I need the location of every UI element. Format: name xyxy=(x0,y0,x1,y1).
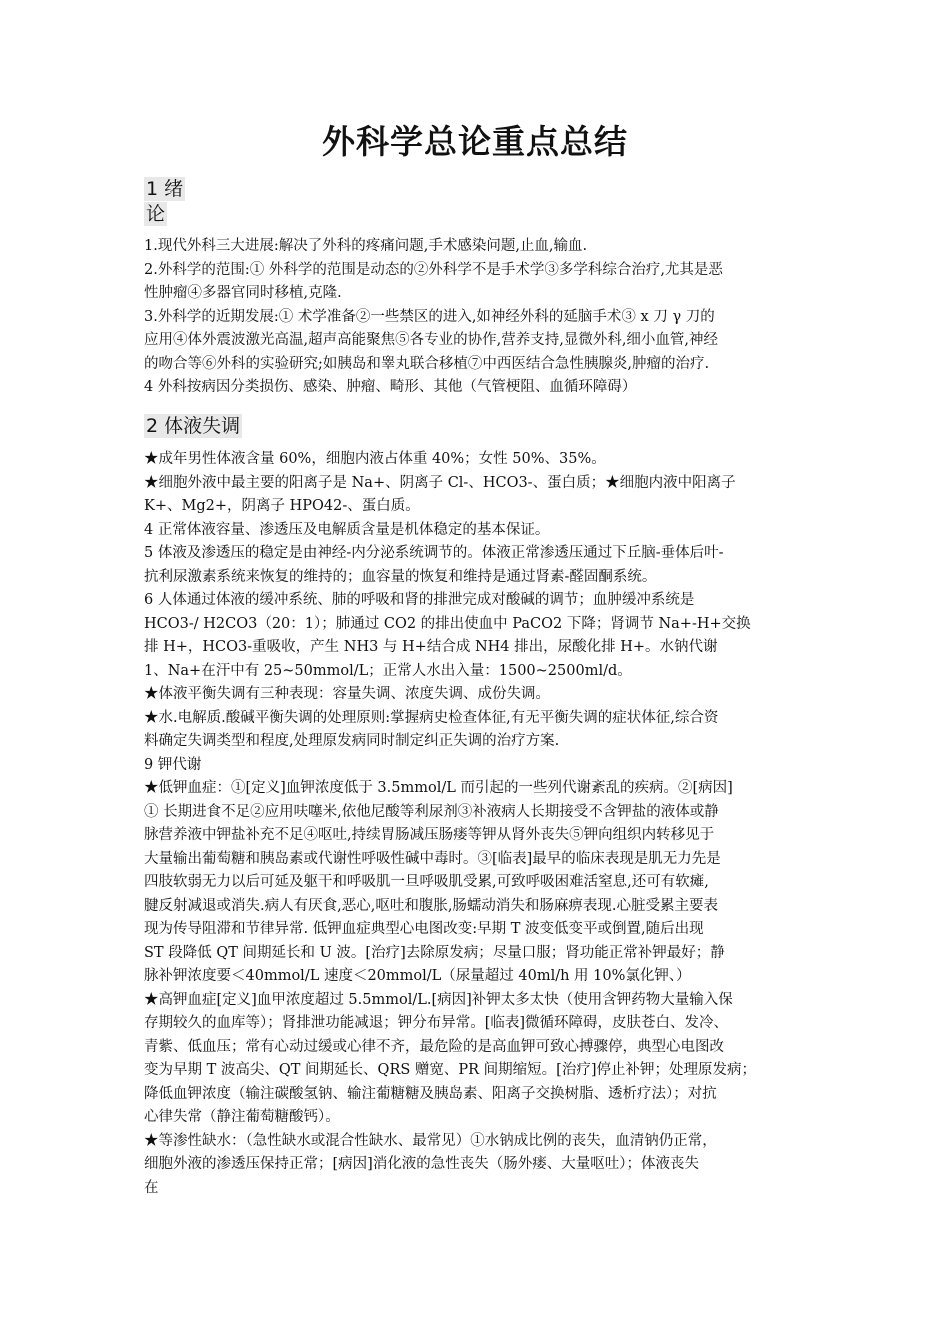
text-line: ★细胞外液中最主要的阳离子是 Na+、阴离子 Cl-、HCO3-、蛋白质；★细胞内液中阳离子 xyxy=(144,474,736,491)
text-line: 应用④体外震波激光高温,超声高能聚焦⑤各专业的协作,营养支持,显微外科,细小血管,神经 xyxy=(144,332,719,348)
text-line: 料确定失调类型和程度,处理原发病同时制定纠正失调的治疗方案. xyxy=(144,733,560,749)
text-line: 2.外科学的范围:① 外科学的范围是动态的②外科学不是手术学③多学科综合治疗,尤其是恶 xyxy=(144,261,723,278)
section-heading-1-cont: 论 xyxy=(146,203,166,225)
text-line: 青紫、低血压；常有心动过缓或心律不齐，最危险的是高血钾可致心搏骤停，典型心电图改 xyxy=(144,1038,724,1055)
text-line: 存期较久的血库等）；肾排泄功能减退；钾分布异常。[临表]微循环障碍，皮肤苍白、发冷、 xyxy=(144,1015,729,1031)
text-line: K+、Mg2+，阴离子 HPO42-、蛋白质。 xyxy=(144,498,420,514)
text-line: 细胞外液的渗透压保持正常；[病因]消化液的急性丧失（肠外瘘、大量呕吐）；体液丧失 xyxy=(144,1156,700,1172)
text-line: 1、Na+在汗中有 25~50mmol/L；正常人水出入量：1500~2500ml/d。 xyxy=(144,662,632,679)
text-line: 1.现代外科三大进展:解决了外科的疼痛问题,手术感染问题,止血,输血. xyxy=(144,238,588,254)
text-line: 性肿瘤④多器官同时移植,克隆. xyxy=(144,285,342,301)
text-line: 大量输出葡萄糖和胰岛素或代谢性呼吸性碱中毒时。③[临表]最早的临床表现是肌无力先是 xyxy=(144,850,721,867)
text-line: 腱反射减退或消失.病人有厌食,恶心,呕吐和腹胀,肠蠕动消失和肠麻痹表现.心脏受累主要表 xyxy=(144,897,719,914)
text-line: 4 外科按病因分类损伤、感染、肿瘤、畸形、其他（气管梗阻、血循环障碍） xyxy=(144,379,637,395)
text-line: 的吻合等⑥外科的实验研究;如胰岛和睾丸联合移植⑦中西医结合急性胰腺炎,肿瘤的治疗. xyxy=(144,355,710,372)
text-line: 5 体液及渗透压的稳定是由神经-内分泌系统调节的。体液正常渗透压通过下丘脑-垂体后叶- xyxy=(144,545,724,561)
section-heading-2: 2 体液失调 xyxy=(146,415,241,437)
text-line: ★低钾血症：①[定义]血钾浓度低于 3.5mmol/L 而引起的一些列代谢紊乱的疾病。②[病因] xyxy=(144,780,733,796)
text-line: ST 段降低 QT 间期延长和 U 波。[治疗]去除原发病；尽量口服；肾功能正常补钾最好；静 xyxy=(144,944,725,961)
text-line: 降低血钾浓度（输注碳酸氢钠、输注葡糖糖及胰岛素、阳离子交换树脂、透析疗法）；对抗 xyxy=(144,1085,717,1102)
text-line: ★等渗性缺水：（急性缺水或混合性缺水、最常见）①水钠成比例的丧失，血清钠仍正常， xyxy=(144,1132,717,1149)
text-line: 现为传导阻滞和节律异常. 低钾血症典型心电图改变:早期 T 波变低变平或倒置,随后出现 xyxy=(144,921,704,937)
text-line: 排 H+，HCO3-重吸收，产生 NH3 与 H+结合成 NH4 排出，尿酸化排 H+。水钠代谢 xyxy=(144,639,718,655)
text-line: 心律失常（静注葡萄糖酸钙）。 xyxy=(144,1109,340,1125)
text-line: 3.外科学的近期发展:① 术学准备②一些禁区的进入,如神经外科的延脑手术③ x 刀 γ 刀的 xyxy=(144,308,715,325)
document-title: 外科学总论重点总结 xyxy=(322,122,628,161)
text-line: ① 长期进食不足②应用呋噻米,依他尼酸等利尿剂③补液病人长期接受不含钾盐的液体或静 xyxy=(144,803,719,820)
text-line: ★体液平衡失调有三种表现：容量失调、浓度失调、成份失调。 xyxy=(144,686,550,702)
text-line: ★水.电解质.酸碱平衡失调的处理原则:掌握病史检查体征,有无平衡失调的症状体征,综合资 xyxy=(144,709,719,726)
text-line: 6 人体通过体液的缓冲系统、肺的呼吸和肾的排泄完成对酸碱的调节；血肿缓冲系统是 xyxy=(144,592,695,608)
text-line: 9 钾代谢 xyxy=(144,756,202,773)
text-line: 四肢软弱无力以后可延及躯干和呼吸肌一旦呼吸肌受累,可致呼吸困难活窒息,还可有软瘫, xyxy=(144,874,709,890)
section-heading-1: 1 绪 xyxy=(146,178,184,200)
text-line: ★高钾血症[定义]血甲浓度超过 5.5mmol/L.[病因]补钾太多太快（使用含钾药物大量输入保 xyxy=(144,991,733,1008)
text-line: 脉营养液中钾盐补充不足④呕吐,持续胃肠减压肠瘘等钾从肾外丧失⑤钾向组织内转移见于 xyxy=(144,827,715,843)
text-line: 4 正常体液容量、渗透压及电解质含量是机体稳定的基本保证。 xyxy=(144,521,550,538)
text-line: 在 xyxy=(144,1179,159,1196)
text-line: ★成年男性体液含量 60%，细胞内液占体重 40%；女性 50%、35%。 xyxy=(144,451,606,467)
text-line: 抗利尿激素系统来恢复的维持的；血容量的恢复和维持是通过肾素-醛固酮系统。 xyxy=(144,568,657,585)
text-line: HCO3-/ H2CO3（20：1）；肺通过 CO2 的排出使血中 PaCO2 下降；肾调节 Na+-H+交换 xyxy=(144,615,751,632)
text-line: 变为早期 T 波高尖、QT 间期延长、QRS 赠宽、PR 间期缩短。[治疗]停止补钾；处理原发病； xyxy=(144,1062,756,1078)
text-line: 脉补钾浓度要＜40mmol/L 速度＜20mmol/L（尿量超过 40ml/h 用 10%氯化钾、） xyxy=(144,968,691,984)
